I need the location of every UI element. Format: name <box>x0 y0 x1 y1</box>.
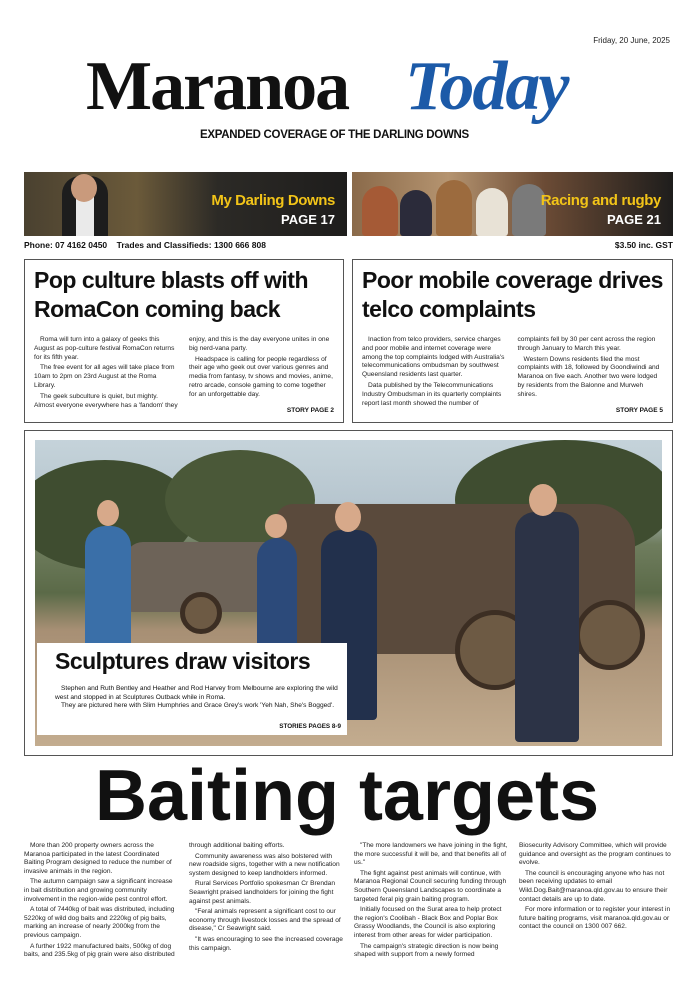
story-page-link[interactable]: STORY PAGE 2 <box>286 407 334 414</box>
lead-paragraph: "Feral animals represent a significant cost to our economy through livestock losses and the spread of disease," Cr Seawright said. <box>189 908 341 933</box>
promo-group-photo-figure <box>400 190 432 236</box>
photo-caption-box <box>37 643 347 735</box>
phone-number: Phone: 07 4162 0450 <box>24 240 108 250</box>
lead-paragraph: "The more landowners we have joining in the fight, the more successful it will be, and that benefits all of us." <box>354 842 508 867</box>
story-headline: Poor mobile coverage drives telco complaints <box>362 267 663 322</box>
photo-feature[interactable] <box>24 430 673 756</box>
promo-title: My Darling Downs <box>211 192 335 209</box>
person-figure <box>85 526 131 656</box>
issue-date: Friday, 20 June, 2025 <box>593 36 670 45</box>
masthead-logo-maranoa: Maranoa <box>86 48 349 125</box>
trades-classifieds: Trades and Classifieds: 1300 666 808 <box>116 240 266 250</box>
story-paragraph: The geek subculture is quiet, but mighty. Almost everyone everywhere has a 'fandom' they enjoy, and this is the day everyone unites in one big nerd-vana party. <box>34 336 330 409</box>
story-body <box>362 336 663 408</box>
car-wheel <box>180 592 222 634</box>
lead-body <box>24 842 673 972</box>
promo-title: Racing and rugby <box>540 192 661 209</box>
person-head <box>529 484 557 516</box>
person-head <box>335 502 361 532</box>
photo-page-link[interactable]: STORIES PAGES 8-9 <box>279 723 341 730</box>
masthead-tagline: EXPANDED COVERAGE OF THE DARLING DOWNS <box>200 129 469 141</box>
story-paragraph: Western Downs residents filed the most complaints with 18, followed by Goondiwindi and Maranoa on five each. Another two were lodged by residents from the Balonne and Murweh shires. <box>517 355 660 398</box>
story-headline: Pop culture blasts off with RomaCon coming back <box>34 267 309 322</box>
promo-person-head <box>71 174 97 202</box>
lead-paragraph: Community awareness was also bolstered with new roadside signs, together with a new notification system designed to keep landholders informed. <box>189 852 340 877</box>
story-romacon[interactable] <box>24 259 344 423</box>
person-head <box>265 514 287 538</box>
person-figure <box>257 538 297 648</box>
story-paragraph: Data published by the Telecommunications Industry Ombudsman in its quarterly complaints report last month showed the number of complaints fell by 30 per cent across the region through January to March this year. <box>362 336 656 407</box>
photo-caption <box>55 685 339 711</box>
story-paragraph: The free event for all ages will take place from 10am to 2pm on 23rd August at the Roma Library. <box>34 364 175 389</box>
story-telco-complaints[interactable] <box>352 259 673 423</box>
promo-group-photo-figure <box>436 180 472 236</box>
masthead-logo-today: Today <box>405 48 568 125</box>
caption-paragraph: Stephen and Ruth Bentley and Heather and Rod Harvey from Melbourne are exploring the wild west and stopped in at Sculptures Outback while in Roma. <box>55 685 338 701</box>
lead-paragraph: The autumn campaign saw a significant increase in bait distribution and growing community involvement in the region-wide pest control effort. <box>24 878 173 903</box>
lead-paragraph: Rural Services Portfolio spokesman Cr Brendan Seawright praised landholders for joining the fight against pest animals. <box>189 880 335 905</box>
promo-group-photo-figure <box>476 188 508 236</box>
story-body <box>34 336 334 410</box>
person-figure <box>515 512 579 742</box>
lead-paragraph: A total of 7440kg of bait was distributed, including 5220kg of wild dog baits and 2220kg of pig baits, marking an increase of nearly 2000kg from the previous campaign. <box>24 906 175 939</box>
lead-paragraph: Initially focused on the Surat area to help protect the region's Coolibah - Black Box and Poplar Box Grassy Woodlands, the Council is also exploring interest from other areas for wider participation. <box>354 906 502 939</box>
story-paragraph: Headspace is calling for people regardless of their age who geek out over various genres and media from fantasy, tv shows and movies, anime, retro arcade, console gaming to come together for an unforgettable day. <box>189 355 333 398</box>
lead-paragraph: More than 200 property owners across the Maranoa participated in the latest Coordinated Baiting Program designed to reduce the number of invasive animals in the region. <box>24 842 172 875</box>
caption-paragraph: They are pictured here with Slim Humphries and Grace Grey's work 'Yeh Nah, She's Bogged'. <box>61 702 335 710</box>
story-paragraph: Roma will turn into a galaxy of geeks this August as pop-culture festival RomaCon returns for its fifth year. <box>34 336 175 361</box>
promo-group-photo <box>362 186 398 236</box>
story-paragraph: Inaction from telco providers, service charges and poor mobile and internet coverage were among the top complaints lodged with Australia's telecommunications ombudsman by southwest Queensland residents last quarter. <box>362 336 505 379</box>
lead-paragraph: The fight against pest animals will continue, with Maranoa Regional Council securing funding through Southern Queensland Landscapes to coordinate a targeted feral pig grain baiting program. <box>354 869 507 903</box>
promo-my-darling-downs[interactable] <box>24 172 347 236</box>
photo-headline: Sculptures draw visitors <box>55 648 311 674</box>
lead-paragraph: "It was encouraging to see the increased coverage this campaign. <box>189 935 343 952</box>
lead-paragraph: A further 1922 manufactured baits, 500kg of dog baits, and 235.5kg of pig grain were also distributed through additional baiting efforts. <box>24 842 285 959</box>
masthead <box>0 44 696 141</box>
lead-paragraph: For more information or to register your interest in future baiting programs, visit maranoa.qld.gov.au or contact the council on 1300 007 662. <box>519 906 671 931</box>
promo-person-shirt <box>76 196 94 236</box>
lead-paragraph: The campaign's strategic direction is now being shaped with support from a newly formed Biosecurity Advisory Committee, which will provide guidance and oversight as the program continues to evolve. <box>354 842 671 959</box>
person-head <box>97 500 119 526</box>
promo-racing-and-rugby[interactable] <box>352 172 673 236</box>
story-page-link[interactable]: STORY PAGE 5 <box>615 407 663 414</box>
info-bar <box>24 240 673 250</box>
lead-headline[interactable]: Baiting targets <box>94 756 600 836</box>
cover-price: $3.50 inc. GST <box>614 240 673 250</box>
promo-page: PAGE 21 <box>607 212 661 227</box>
car-wheel <box>575 600 645 670</box>
promo-page: PAGE 17 <box>281 212 335 227</box>
lead-paragraph: The council is encouraging anyone who has not been receiving updates to email Wild.Dog.Bait@maranoa.qld.gov.au to ensure their contact details are up to date. <box>519 869 668 903</box>
